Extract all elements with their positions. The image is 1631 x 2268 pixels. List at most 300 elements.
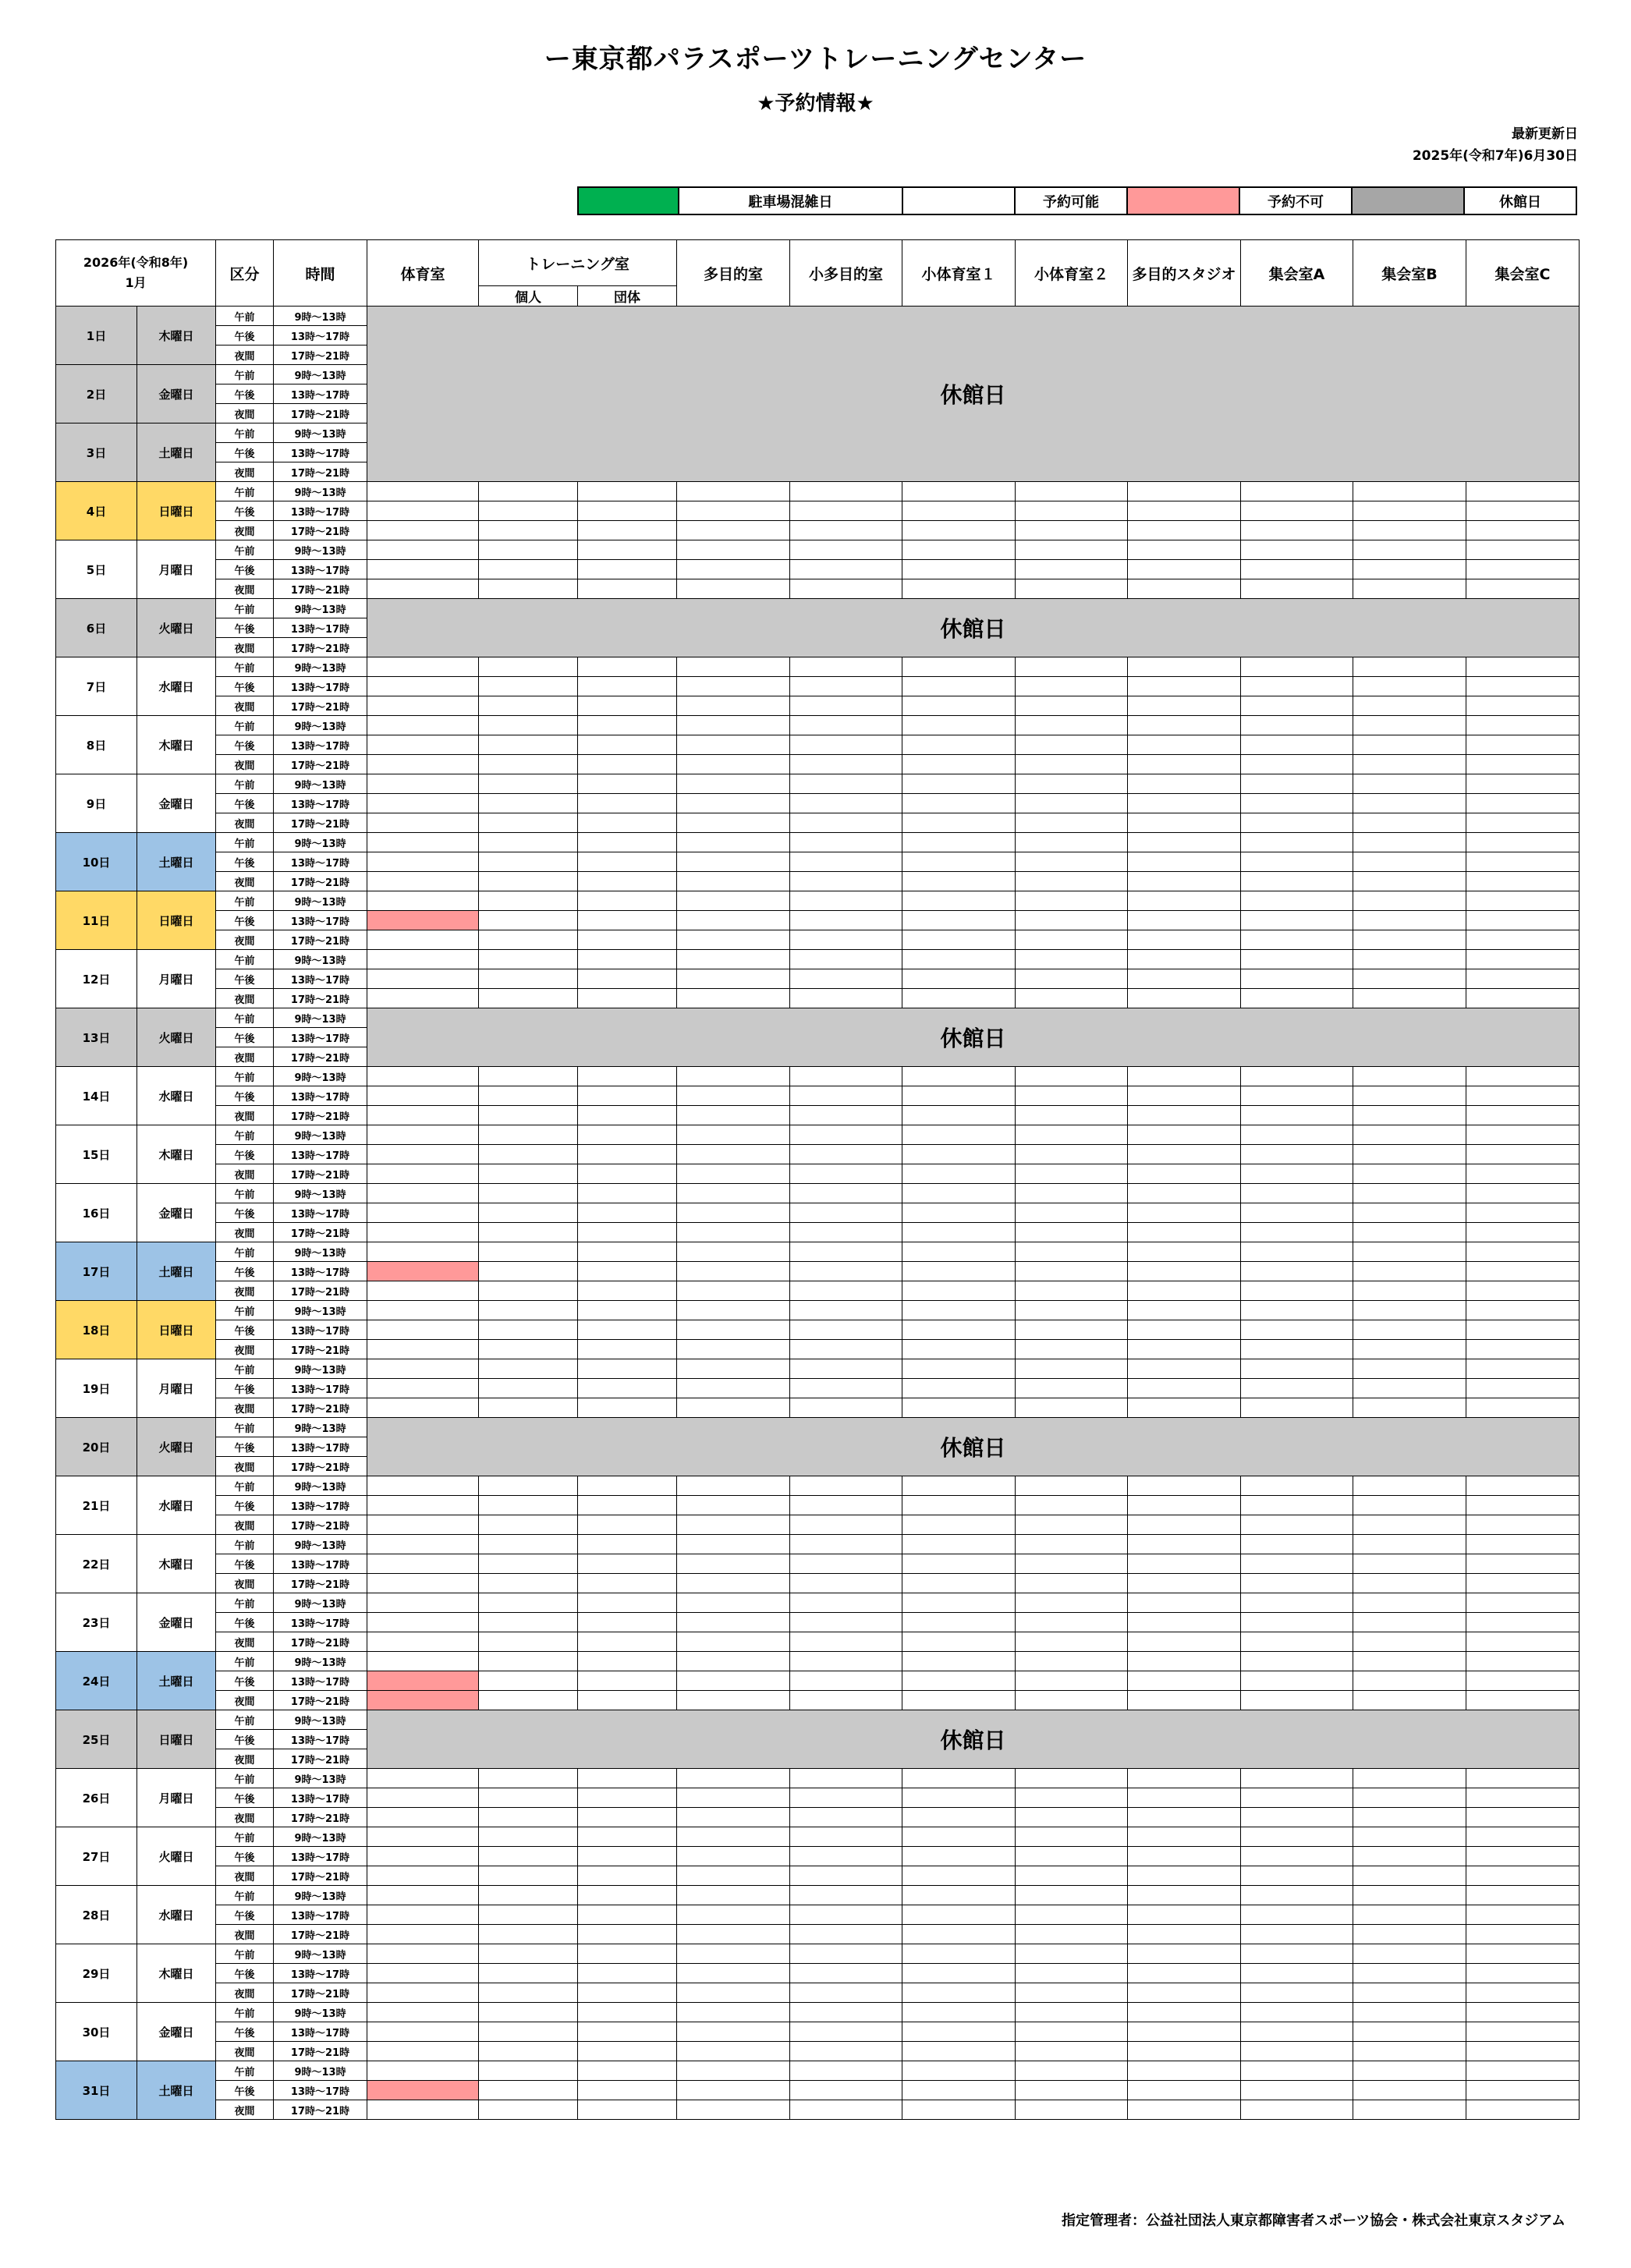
reservation-slot[interactable] [1241, 1320, 1353, 1340]
reservation-slot[interactable] [1128, 872, 1241, 891]
reservation-slot[interactable] [902, 1535, 1016, 1554]
gym-slot[interactable] [367, 1827, 479, 1847]
reservation-slot[interactable] [902, 833, 1016, 852]
reservation-slot[interactable] [1466, 1184, 1580, 1203]
reservation-slot[interactable] [1241, 2003, 1353, 2022]
reservation-slot[interactable] [1241, 657, 1353, 677]
reservation-slot[interactable] [677, 521, 790, 540]
reservation-slot[interactable] [1128, 1983, 1241, 2003]
reservation-slot[interactable] [1241, 1632, 1353, 1652]
reservation-slot[interactable] [677, 2081, 790, 2100]
reservation-slot[interactable] [1016, 1925, 1128, 1944]
reservation-slot[interactable] [578, 1067, 677, 1086]
reservation-slot[interactable] [578, 1379, 677, 1398]
reservation-slot[interactable] [1128, 852, 1241, 872]
reservation-slot[interactable] [1241, 1905, 1353, 1925]
reservation-slot[interactable] [1466, 1808, 1580, 1827]
reservation-slot[interactable] [677, 833, 790, 852]
reservation-slot[interactable] [1128, 1535, 1241, 1554]
reservation-slot[interactable] [902, 1769, 1016, 1788]
reservation-slot[interactable] [578, 1301, 677, 1320]
reservation-slot[interactable] [1016, 1535, 1128, 1554]
reservation-slot[interactable] [578, 833, 677, 852]
reservation-slot[interactable] [902, 2022, 1016, 2042]
reservation-slot[interactable] [479, 1086, 578, 1106]
reservation-slot[interactable] [1241, 891, 1353, 911]
reservation-slot[interactable] [1466, 813, 1580, 833]
reservation-slot[interactable] [1016, 1515, 1128, 1535]
reservation-slot[interactable] [1128, 1086, 1241, 1106]
reservation-slot[interactable] [1466, 1281, 1580, 1301]
reservation-slot[interactable] [1241, 2100, 1353, 2120]
reservation-slot[interactable] [479, 1281, 578, 1301]
reservation-slot[interactable] [479, 950, 578, 969]
reservation-slot[interactable] [1128, 657, 1241, 677]
reservation-slot[interactable] [902, 1574, 1016, 1593]
reservation-slot[interactable] [1128, 677, 1241, 696]
reservation-slot[interactable] [1466, 891, 1580, 911]
reservation-slot[interactable] [677, 1574, 790, 1593]
reservation-slot[interactable] [1353, 1983, 1466, 2003]
reservation-slot[interactable] [677, 969, 790, 989]
reservation-slot[interactable] [902, 1847, 1016, 1866]
reservation-slot[interactable] [1466, 2081, 1580, 2100]
reservation-slot[interactable] [677, 950, 790, 969]
gym-slot[interactable] [367, 794, 479, 813]
reservation-slot[interactable] [1466, 521, 1580, 540]
reservation-slot[interactable] [578, 579, 677, 599]
reservation-slot[interactable] [902, 1379, 1016, 1398]
reservation-slot[interactable] [1353, 1223, 1466, 1242]
reservation-slot[interactable] [1016, 579, 1128, 599]
reservation-slot[interactable] [479, 1535, 578, 1554]
reservation-slot[interactable] [902, 1301, 1016, 1320]
reservation-slot[interactable] [1353, 1574, 1466, 1593]
reservation-slot[interactable] [677, 696, 790, 716]
gym-slot[interactable] [367, 579, 479, 599]
reservation-slot[interactable] [1241, 872, 1353, 891]
reservation-slot[interactable] [578, 1359, 677, 1379]
reservation-slot[interactable] [1241, 560, 1353, 579]
reservation-slot[interactable] [1353, 2100, 1466, 2120]
reservation-slot[interactable] [1241, 2061, 1353, 2081]
reservation-slot[interactable] [1466, 1554, 1580, 1574]
reservation-slot[interactable] [1128, 482, 1241, 501]
reservation-slot[interactable] [578, 1593, 677, 1613]
reservation-slot[interactable] [1241, 1203, 1353, 1223]
reservation-slot[interactable] [1128, 2100, 1241, 2120]
reservation-slot[interactable] [1353, 1067, 1466, 1086]
reservation-slot[interactable] [1016, 1086, 1128, 1106]
reservation-slot[interactable] [1016, 1398, 1128, 1418]
gym-slot[interactable] [367, 1632, 479, 1652]
reservation-slot[interactable] [1353, 1164, 1466, 1184]
reservation-slot[interactable] [479, 1886, 578, 1905]
reservation-slot[interactable] [1016, 1788, 1128, 1808]
reservation-slot[interactable] [1466, 1398, 1580, 1418]
reservation-slot[interactable] [790, 1242, 902, 1262]
reservation-slot[interactable] [1016, 1808, 1128, 1827]
reservation-slot[interactable] [1128, 969, 1241, 989]
reservation-slot[interactable] [1128, 1262, 1241, 1281]
reservation-slot[interactable] [1128, 1944, 1241, 1964]
reservation-slot[interactable] [1466, 560, 1580, 579]
reservation-slot[interactable] [1466, 1301, 1580, 1320]
reservation-slot[interactable] [479, 1632, 578, 1652]
reservation-slot[interactable] [1466, 1125, 1580, 1145]
reservation-slot[interactable] [1128, 1067, 1241, 1086]
reservation-slot[interactable] [1466, 1086, 1580, 1106]
reservation-slot[interactable] [479, 911, 578, 930]
gym-slot[interactable] [367, 1106, 479, 1125]
reservation-slot[interactable] [1466, 2100, 1580, 2120]
reservation-slot[interactable] [1241, 2022, 1353, 2042]
reservation-slot[interactable] [1466, 1320, 1580, 1340]
reservation-slot[interactable] [1016, 1184, 1128, 1203]
reservation-slot[interactable] [902, 1145, 1016, 1164]
reservation-slot[interactable] [677, 1808, 790, 1827]
reservation-slot[interactable] [1128, 1691, 1241, 1710]
reservation-slot[interactable] [578, 1203, 677, 1223]
reservation-slot[interactable] [790, 930, 902, 950]
reservation-slot[interactable] [1353, 891, 1466, 911]
reservation-slot[interactable] [1016, 1554, 1128, 1574]
reservation-slot[interactable] [1016, 1145, 1128, 1164]
reservation-slot[interactable] [1353, 1106, 1466, 1125]
reservation-slot[interactable] [1016, 1632, 1128, 1652]
reservation-slot[interactable] [1353, 1398, 1466, 1418]
reservation-slot[interactable] [479, 794, 578, 813]
reservation-slot[interactable] [1016, 2100, 1128, 2120]
reservation-slot[interactable] [902, 813, 1016, 833]
reservation-slot[interactable] [790, 1964, 902, 1983]
reservation-slot[interactable] [1353, 813, 1466, 833]
reservation-slot[interactable] [790, 1203, 902, 1223]
reservation-slot[interactable] [1353, 1203, 1466, 1223]
gym-slot[interactable] [367, 950, 479, 969]
reservation-slot[interactable] [1016, 2081, 1128, 2100]
reservation-slot[interactable] [1016, 891, 1128, 911]
reservation-slot[interactable] [1353, 2061, 1466, 2081]
reservation-slot[interactable] [1466, 930, 1580, 950]
reservation-slot[interactable] [479, 891, 578, 911]
reservation-slot[interactable] [902, 2081, 1016, 2100]
reservation-slot[interactable] [1241, 2081, 1353, 2100]
reservation-slot[interactable] [1466, 1476, 1580, 1496]
reservation-slot[interactable] [479, 1398, 578, 1418]
reservation-slot[interactable] [1466, 1593, 1580, 1613]
reservation-slot[interactable] [902, 1476, 1016, 1496]
reservation-slot[interactable] [1128, 1788, 1241, 1808]
reservation-slot[interactable] [1241, 1379, 1353, 1398]
reservation-slot[interactable] [1241, 1086, 1353, 1106]
reservation-slot[interactable] [790, 1379, 902, 1398]
reservation-slot[interactable] [1016, 1944, 1128, 1964]
reservation-slot[interactable] [578, 1613, 677, 1632]
reservation-slot[interactable] [1241, 1476, 1353, 1496]
reservation-slot[interactable] [1353, 1554, 1466, 1574]
reservation-slot[interactable] [1241, 1067, 1353, 1086]
reservation-slot[interactable] [790, 1359, 902, 1379]
reservation-slot[interactable] [790, 1184, 902, 1203]
reservation-slot[interactable] [902, 1184, 1016, 1203]
reservation-slot[interactable] [578, 716, 677, 735]
reservation-slot[interactable] [479, 1847, 578, 1866]
reservation-slot[interactable] [677, 1340, 790, 1359]
reservation-slot[interactable] [578, 1554, 677, 1574]
reservation-slot[interactable] [902, 1359, 1016, 1379]
reservation-slot[interactable] [1241, 950, 1353, 969]
gym-slot[interactable] [367, 482, 479, 501]
gym-slot[interactable] [367, 716, 479, 735]
reservation-slot[interactable] [677, 1886, 790, 1905]
reservation-slot[interactable] [790, 1340, 902, 1359]
reservation-slot[interactable] [790, 852, 902, 872]
reservation-slot[interactable] [790, 1086, 902, 1106]
reservation-slot[interactable] [1241, 1769, 1353, 1788]
gym-slot[interactable] [367, 1593, 479, 1613]
reservation-slot[interactable] [790, 2042, 902, 2061]
reservation-slot[interactable] [479, 1574, 578, 1593]
reservation-slot[interactable] [1016, 1067, 1128, 1086]
reservation-slot[interactable] [790, 677, 902, 696]
reservation-slot[interactable] [1128, 1574, 1241, 1593]
reservation-slot[interactable] [1241, 677, 1353, 696]
gym-slot[interactable] [367, 1515, 479, 1535]
reservation-slot[interactable] [1128, 1320, 1241, 1340]
reservation-slot[interactable] [902, 1164, 1016, 1184]
reservation-slot[interactable] [902, 1281, 1016, 1301]
reservation-slot[interactable] [1016, 1827, 1128, 1847]
reservation-slot[interactable] [479, 872, 578, 891]
reservation-slot[interactable] [677, 2003, 790, 2022]
reservation-slot[interactable] [677, 1983, 790, 2003]
reservation-slot[interactable] [902, 482, 1016, 501]
reservation-slot[interactable] [790, 716, 902, 735]
reservation-slot[interactable] [902, 560, 1016, 579]
reservation-slot[interactable] [1016, 677, 1128, 696]
reservation-slot[interactable] [677, 2061, 790, 2081]
reservation-slot[interactable] [1241, 1964, 1353, 1983]
reservation-slot[interactable] [1128, 1554, 1241, 1574]
reservation-slot[interactable] [790, 482, 902, 501]
reservation-slot[interactable] [1016, 833, 1128, 852]
reservation-slot[interactable] [578, 1476, 677, 1496]
reservation-slot[interactable] [790, 2003, 902, 2022]
reservation-slot[interactable] [1466, 1905, 1580, 1925]
reservation-slot[interactable] [902, 521, 1016, 540]
reservation-slot[interactable] [1128, 521, 1241, 540]
reservation-slot[interactable] [677, 872, 790, 891]
reservation-slot[interactable] [1353, 1593, 1466, 1613]
reservation-slot[interactable] [1466, 696, 1580, 716]
gym-slot[interactable] [367, 1203, 479, 1223]
reservation-slot[interactable] [790, 1496, 902, 1515]
reservation-slot[interactable] [479, 1496, 578, 1515]
reservation-slot[interactable] [578, 1691, 677, 1710]
gym-slot[interactable] [367, 2003, 479, 2022]
reservation-slot[interactable] [790, 989, 902, 1008]
reservation-slot[interactable] [578, 872, 677, 891]
reservation-slot[interactable] [1241, 1808, 1353, 1827]
reservation-slot[interactable] [1241, 1301, 1353, 1320]
reservation-slot[interactable] [1466, 1223, 1580, 1242]
reservation-slot[interactable] [1353, 1886, 1466, 1905]
reservation-slot[interactable] [902, 891, 1016, 911]
reservation-slot[interactable] [1016, 1242, 1128, 1262]
reservation-slot[interactable] [1466, 1145, 1580, 1164]
reservation-slot[interactable] [1128, 2042, 1241, 2061]
reservation-slot[interactable] [902, 1866, 1016, 1886]
reservation-slot[interactable] [1353, 696, 1466, 716]
reservation-slot[interactable] [578, 1983, 677, 2003]
reservation-slot[interactable] [479, 1983, 578, 2003]
gym-slot-unavailable[interactable] [367, 2081, 479, 2100]
reservation-slot[interactable] [1241, 969, 1353, 989]
reservation-slot[interactable] [1016, 1866, 1128, 1886]
reservation-slot[interactable] [1241, 1788, 1353, 1808]
reservation-slot[interactable] [1241, 794, 1353, 813]
reservation-slot[interactable] [902, 735, 1016, 755]
reservation-slot[interactable] [902, 657, 1016, 677]
reservation-slot[interactable] [1128, 2022, 1241, 2042]
reservation-slot[interactable] [1466, 1886, 1580, 1905]
reservation-slot[interactable] [1353, 755, 1466, 774]
reservation-slot[interactable] [1466, 2061, 1580, 2081]
reservation-slot[interactable] [677, 1905, 790, 1925]
reservation-slot[interactable] [1466, 2003, 1580, 2022]
reservation-slot[interactable] [677, 852, 790, 872]
reservation-slot[interactable] [1128, 1359, 1241, 1379]
reservation-slot[interactable] [479, 1301, 578, 1320]
reservation-slot[interactable] [677, 501, 790, 521]
reservation-slot[interactable] [578, 1964, 677, 1983]
reservation-slot[interactable] [902, 1925, 1016, 1944]
reservation-slot[interactable] [677, 1184, 790, 1203]
reservation-slot[interactable] [1466, 1164, 1580, 1184]
reservation-slot[interactable] [578, 1340, 677, 1359]
reservation-slot[interactable] [1128, 735, 1241, 755]
reservation-slot[interactable] [677, 1632, 790, 1652]
reservation-slot[interactable] [902, 1671, 1016, 1691]
reservation-slot[interactable] [578, 1671, 677, 1691]
reservation-slot[interactable] [790, 560, 902, 579]
reservation-slot[interactable] [479, 1554, 578, 1574]
reservation-slot[interactable] [479, 1515, 578, 1535]
reservation-slot[interactable] [1466, 1632, 1580, 1652]
reservation-slot[interactable] [677, 1320, 790, 1340]
reservation-slot[interactable] [1353, 1925, 1466, 1944]
reservation-slot[interactable] [578, 911, 677, 930]
reservation-slot[interactable] [1466, 1262, 1580, 1281]
reservation-slot[interactable] [479, 735, 578, 755]
reservation-slot[interactable] [790, 755, 902, 774]
reservation-slot[interactable] [902, 969, 1016, 989]
reservation-slot[interactable] [902, 579, 1016, 599]
reservation-slot[interactable] [790, 950, 902, 969]
reservation-slot[interactable] [790, 774, 902, 794]
reservation-slot[interactable] [578, 2100, 677, 2120]
reservation-slot[interactable] [1353, 1320, 1466, 1340]
reservation-slot[interactable] [1128, 1379, 1241, 1398]
reservation-slot[interactable] [790, 1886, 902, 1905]
reservation-slot[interactable] [1241, 1164, 1353, 1184]
reservation-slot[interactable] [1466, 1925, 1580, 1944]
reservation-slot[interactable] [1353, 1359, 1466, 1379]
reservation-slot[interactable] [578, 1808, 677, 1827]
reservation-slot[interactable] [902, 911, 1016, 930]
reservation-slot[interactable] [1466, 1691, 1580, 1710]
reservation-slot[interactable] [1128, 1515, 1241, 1535]
reservation-slot[interactable] [902, 1613, 1016, 1632]
reservation-slot[interactable] [790, 1164, 902, 1184]
reservation-slot[interactable] [479, 2061, 578, 2081]
reservation-slot[interactable] [1016, 1281, 1128, 1301]
reservation-slot[interactable] [902, 696, 1016, 716]
reservation-slot[interactable] [1128, 989, 1241, 1008]
reservation-slot[interactable] [1016, 560, 1128, 579]
reservation-slot[interactable] [902, 1964, 1016, 1983]
reservation-slot[interactable] [1353, 1632, 1466, 1652]
reservation-slot[interactable] [1241, 579, 1353, 599]
reservation-slot[interactable] [1466, 833, 1580, 852]
reservation-slot[interactable] [677, 911, 790, 930]
reservation-slot[interactable] [1241, 1847, 1353, 1866]
reservation-slot[interactable] [1016, 2022, 1128, 2042]
reservation-slot[interactable] [1128, 1242, 1241, 1262]
reservation-slot[interactable] [1016, 1574, 1128, 1593]
reservation-slot[interactable] [1466, 1379, 1580, 1398]
reservation-slot[interactable] [1466, 1359, 1580, 1379]
reservation-slot[interactable] [1353, 852, 1466, 872]
reservation-slot[interactable] [1466, 969, 1580, 989]
reservation-slot[interactable] [479, 579, 578, 599]
reservation-slot[interactable] [1241, 989, 1353, 1008]
reservation-slot[interactable] [790, 1613, 902, 1632]
gym-slot[interactable] [367, 540, 479, 560]
reservation-slot[interactable] [479, 969, 578, 989]
reservation-slot[interactable] [1128, 1145, 1241, 1164]
reservation-slot[interactable] [578, 1788, 677, 1808]
reservation-slot[interactable] [479, 852, 578, 872]
reservation-slot[interactable] [1128, 1866, 1241, 1886]
reservation-slot[interactable] [1016, 1983, 1128, 2003]
reservation-slot[interactable] [902, 1515, 1016, 1535]
reservation-slot[interactable] [1241, 813, 1353, 833]
reservation-slot[interactable] [578, 891, 677, 911]
reservation-slot[interactable] [1128, 930, 1241, 950]
gym-slot[interactable] [367, 696, 479, 716]
reservation-slot[interactable] [1353, 989, 1466, 1008]
reservation-slot[interactable] [902, 2061, 1016, 2081]
reservation-slot[interactable] [790, 657, 902, 677]
reservation-slot[interactable] [1016, 1320, 1128, 1340]
reservation-slot[interactable] [479, 696, 578, 716]
reservation-slot[interactable] [1016, 1164, 1128, 1184]
reservation-slot[interactable] [578, 755, 677, 774]
reservation-slot[interactable] [578, 930, 677, 950]
reservation-slot[interactable] [790, 2100, 902, 2120]
reservation-slot[interactable] [677, 1671, 790, 1691]
reservation-slot[interactable] [1016, 1203, 1128, 1223]
reservation-slot[interactable] [1016, 1223, 1128, 1242]
reservation-slot[interactable] [902, 755, 1016, 774]
reservation-slot[interactable] [578, 657, 677, 677]
reservation-slot[interactable] [1353, 1242, 1466, 1262]
reservation-slot[interactable] [677, 560, 790, 579]
reservation-slot[interactable] [790, 735, 902, 755]
gym-slot[interactable] [367, 1788, 479, 1808]
